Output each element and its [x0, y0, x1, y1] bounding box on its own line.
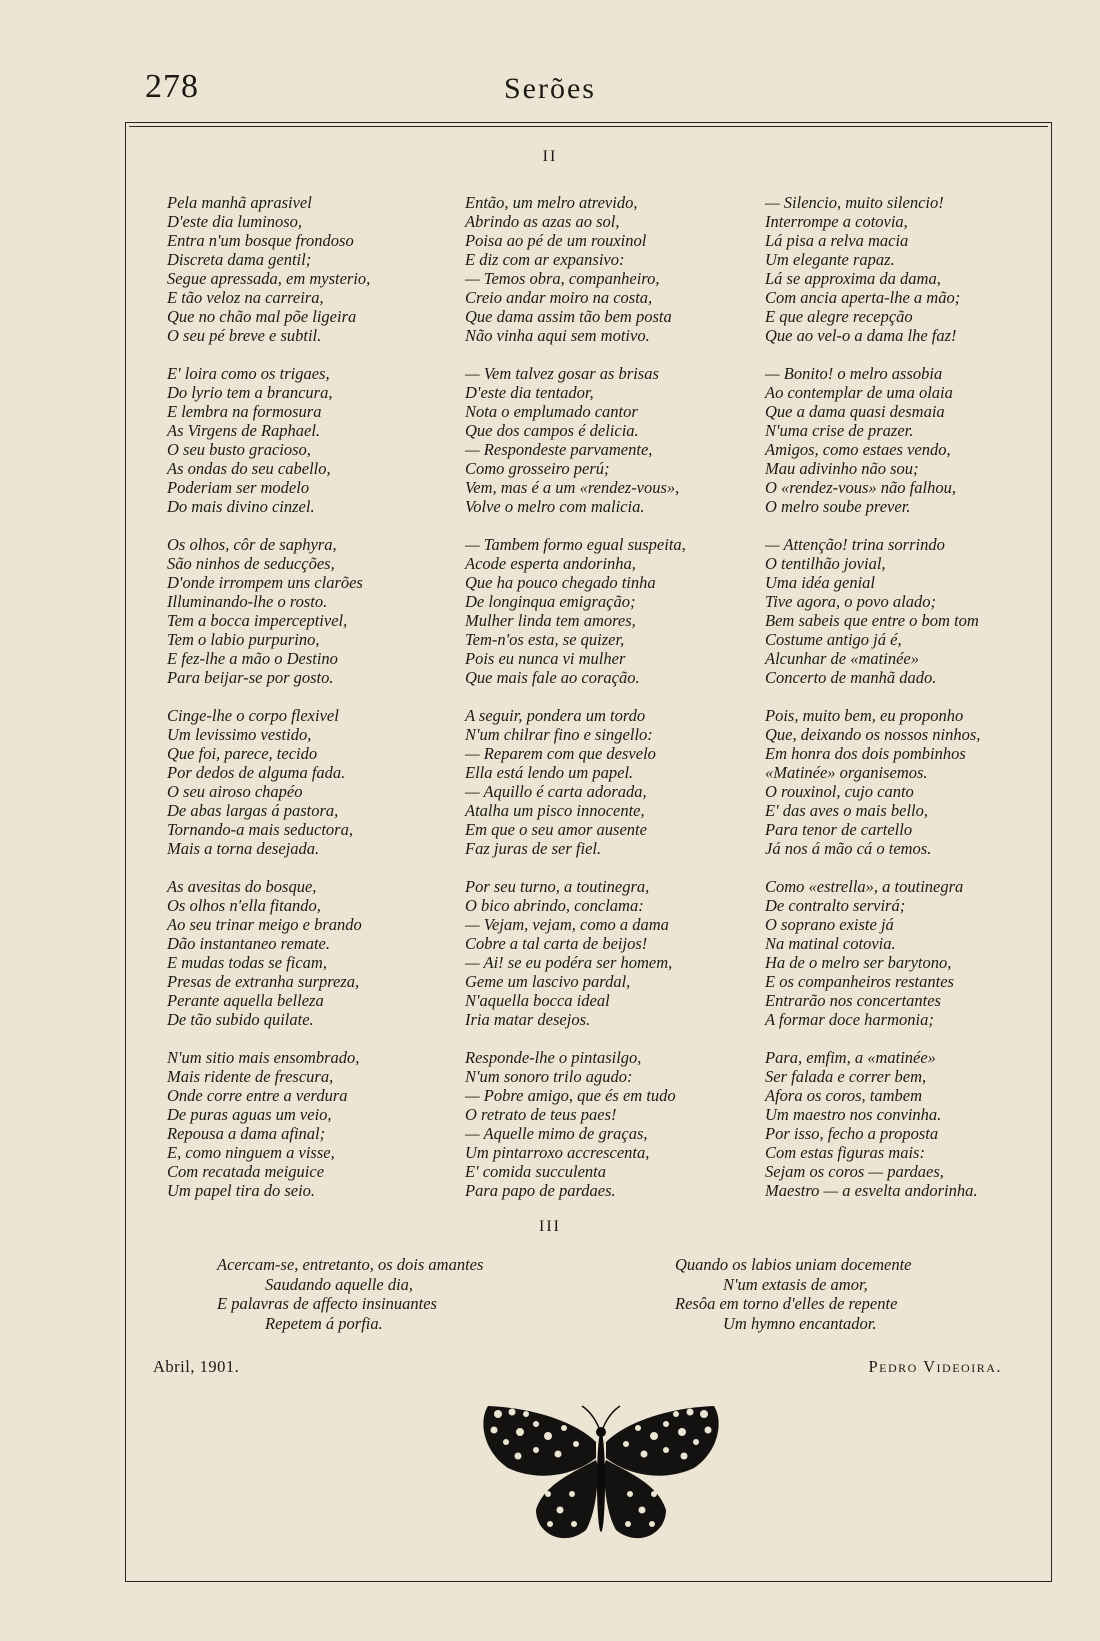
verse-line: Abrindo as azas ao sol,: [465, 212, 620, 231]
verse-line: Por dedos de alguma fada.: [167, 763, 346, 782]
verse-line: Não vinha aqui sem motivo.: [465, 326, 650, 345]
verse-line: N'aquella bocca ideal: [465, 991, 610, 1010]
verse-line: De longinqua emigração;: [465, 592, 636, 611]
verse-line: E diz com ar expansivo:: [465, 250, 625, 269]
stanza: [765, 535, 1030, 687]
verse-line: A seguir, pondera um tordo: [465, 706, 646, 725]
verse-line: Um maestro nos convinha.: [765, 1105, 942, 1124]
verse-line: E' loira como os trigaes,: [167, 364, 330, 383]
verse-line: Faz juras de ser fiel.: [465, 839, 602, 858]
verse-line: Que, deixando os nossos ninhos,: [765, 725, 981, 744]
verse-line: A formar doce harmonia;: [765, 1010, 934, 1029]
verse-line: Maestro — a esvelta andorinha.: [765, 1181, 978, 1200]
verse-line: De puras aguas um veio,: [167, 1105, 332, 1124]
verse-line: As ondas do seu cabello,: [167, 459, 331, 478]
verse-line: O tentilhão jovial,: [765, 554, 886, 573]
verse-line: — Attenção! trina sorrindo: [765, 535, 945, 554]
verse-line: «Matinée» organisemos.: [765, 763, 928, 782]
verse-line: Como grosseiro perú;: [465, 459, 610, 478]
verse-line: Tornando-a mais seductora,: [167, 820, 353, 839]
verse-line: Afora os coros, tambem: [765, 1086, 923, 1105]
verse-line: Com ancia aperta-lhe a mão;: [765, 288, 961, 307]
verse-line: — Aquelle mimo de graças,: [465, 1124, 648, 1143]
verse-line: Para papo de pardaes.: [465, 1181, 616, 1200]
verse-line: O «rendez-vous» não falhou,: [765, 478, 956, 497]
verse-line: Poisa ao pé de um rouxinol: [465, 231, 647, 250]
section-numeral-iii: III: [539, 1218, 561, 1235]
poem-column-1: [167, 193, 432, 1219]
verse-line: E' comida succulenta: [465, 1162, 606, 1181]
page-header: [0, 0, 1100, 120]
verse-line: Perante aquella belleza: [167, 991, 324, 1010]
verse-line: O soprano existe já: [765, 915, 894, 934]
verse-line: Em que o seu amor ausente: [465, 820, 647, 839]
verse-line: Por seu turno, a toutinegra,: [465, 877, 650, 896]
verse-line: Tive agora, o povo alado;: [765, 592, 936, 611]
verse-line: Discreta dama gentil;: [167, 250, 312, 269]
verse-line: Então, um melro atrevido,: [465, 193, 638, 212]
verse-line: Que dama assim tão bem posta: [465, 307, 672, 326]
verse-line: Quando os labios uniam docemente: [675, 1255, 912, 1274]
verse-line: E' das aves o mais bello,: [765, 801, 929, 820]
verse-line: De tão subido quilate.: [167, 1010, 314, 1029]
verse-line: Os olhos, côr de saphyra,: [167, 535, 337, 554]
stanza: [465, 364, 730, 516]
verse-line: Que dos campos é delicia.: [465, 421, 639, 440]
verse-line: Que ao vel-o a dama lhe faz!: [765, 326, 957, 345]
stanza: [765, 364, 1030, 516]
verse-line: Como «estrella», a toutinegra: [765, 877, 964, 896]
verse-line: Na matinal cotovia.: [765, 934, 896, 953]
verse-line: Repetem á porfia.: [265, 1313, 383, 1333]
poem-column-2: [465, 193, 730, 1219]
verse-line: Com recatada meiguice: [167, 1162, 325, 1181]
verse-line: Mulher linda tem amores,: [465, 611, 636, 630]
verse-line: Segue apressada, em mysterio,: [167, 269, 371, 288]
verse-line: Um pintarroxo accrescenta,: [465, 1143, 650, 1162]
verse-line: Tem-n'os esta, se quizer,: [465, 630, 625, 649]
verse-line: Mais ridente de frescura,: [167, 1067, 334, 1086]
verse-line: D'este dia tentador,: [465, 383, 594, 402]
verse-line: São ninhos de seducções,: [167, 554, 335, 573]
verse-line: E lembra na formosura: [167, 402, 322, 421]
verse-line: Lá se approxima da dama,: [765, 269, 941, 288]
verse-line: Por isso, fecho a proposta: [765, 1124, 939, 1143]
stanza: [167, 877, 432, 1029]
verse-line: Para beijar-se por gosto.: [167, 668, 334, 687]
verse-line: Presas de extranha surpreza,: [167, 972, 360, 991]
verse-line: N'uma crise de prazer.: [765, 421, 914, 440]
author-signature: Pedro Videoira.: [868, 1357, 1002, 1376]
verse-line: Ao seu trinar meigo e brando: [167, 915, 362, 934]
verse-line: Resôa em torno d'elles de repente: [675, 1294, 898, 1313]
verse-line: Mais a torna desejada.: [167, 839, 320, 858]
stanza: [765, 877, 1030, 1029]
verse-line: Ella está lendo um papel.: [465, 763, 634, 782]
verse-line: Pela manhã aprasivel: [167, 193, 312, 212]
verse-line: Sejam os coros — pardaes,: [765, 1162, 944, 1181]
stanza: [465, 1048, 730, 1200]
verse-line: Pois, muito bem, eu proponho: [765, 706, 964, 725]
verse-line: Que ha pouco chegado tinha: [465, 573, 656, 592]
verse-line: Que foi, parece, tecido: [167, 744, 318, 763]
verse-line: — Reparem com que desvelo: [465, 744, 656, 763]
verse-line: Do lyrio tem a brancura,: [167, 383, 333, 402]
verse-line: Um papel tira do seio.: [167, 1181, 316, 1200]
verse-line: Que a dama quasi desmaia: [765, 402, 945, 421]
verse-line: Repousa a dama afinal;: [167, 1124, 326, 1143]
verse-line: Em honra dos dois pombinhos: [765, 744, 966, 763]
verse-line: D'onde irrompem uns clarões: [167, 573, 363, 592]
verse-line: Para, emfim, a «matinée»: [765, 1048, 936, 1067]
verse-line: Ha de o melro ser barytono,: [765, 953, 952, 972]
verse-line: — Ai! se eu podéra ser homem,: [465, 953, 673, 972]
verse-line: Lá pisa a relva macia: [765, 231, 909, 250]
verse-line: — Vejam, vejam, como a dama: [465, 915, 669, 934]
running-title: Serões: [504, 72, 596, 105]
verse-line: Bem sabeis que entre o bom tom: [765, 611, 979, 630]
section-numeral-ii: II: [542, 148, 558, 165]
verse-line: N'um extasis de amor,: [723, 1274, 868, 1294]
poem-column-3: [765, 193, 1030, 1219]
verse-line: — Aquillo é carta adorada,: [465, 782, 647, 801]
verse-line: E os companheiros restantes: [765, 972, 954, 991]
verse-line: Um levissimo vestido,: [167, 725, 312, 744]
stanza: [167, 1048, 432, 1200]
verse-line: O melro soube prever.: [765, 497, 911, 516]
verse-line: O retrato de teus paes!: [465, 1105, 617, 1124]
verse-line: Mau adivinho não sou;: [765, 459, 919, 478]
verse-line: E tão veloz na carreira,: [167, 288, 324, 307]
verse-line: Ao contemplar de uma olaia: [765, 383, 953, 402]
verse-line: Creio andar moiro na costa,: [465, 288, 653, 307]
verse-line: Que mais fale ao coração.: [465, 668, 640, 687]
verse-line: As Virgens de Raphael.: [167, 421, 321, 440]
verse-line: As avesitas do bosque,: [167, 877, 317, 896]
section-three-right-stanza: [675, 1255, 1075, 1333]
verse-line: Tem o labio purpurino,: [167, 630, 320, 649]
stanza: [167, 364, 432, 516]
verse-line: Ser falada e correr bem,: [765, 1067, 927, 1086]
verse-line: Dão instantaneo remate.: [167, 934, 330, 953]
verse-line: Onde corre entre a verdura: [167, 1086, 348, 1105]
verse-line: Volve o melro com malicia.: [465, 497, 645, 516]
verse-line: — Bonito! o melro assobia: [765, 364, 943, 383]
verse-line: — Silencio, muito silencio!: [765, 193, 944, 212]
butterfly-icon: [478, 1402, 724, 1562]
verse-line: Illuminando-lhe o rosto.: [167, 592, 328, 611]
verse-line: De abas largas á pastora,: [167, 801, 339, 820]
verse-line: Que no chão mal põe ligeira: [167, 307, 357, 326]
stanza: [167, 535, 432, 687]
verse-line: O seu busto gracioso,: [167, 440, 311, 459]
verse-line: D'este dia luminoso,: [167, 212, 303, 231]
verse-line: Alcunhar de «matinée»: [765, 649, 919, 668]
verse-line: Com estas figuras mais:: [765, 1143, 925, 1162]
verse-line: — Tambem formo egual suspeita,: [465, 535, 686, 554]
verse-line: E mudas todas se ficam,: [167, 953, 327, 972]
verse-line: Amigos, como estaes vendo,: [765, 440, 951, 459]
stanza: [465, 193, 730, 345]
stanza: [465, 535, 730, 687]
stanza: [167, 706, 432, 858]
verse-line: O bico abrindo, conclama:: [465, 896, 644, 915]
verse-line: Os olhos n'ella fitando,: [167, 896, 321, 915]
stanza: [167, 193, 432, 345]
verse-line: Para tenor de cartello: [765, 820, 913, 839]
verse-line: Cinge-lhe o corpo flexivel: [167, 706, 339, 725]
verse-line: Concerto de manhã dado.: [765, 668, 937, 687]
stanza: [765, 193, 1030, 345]
section-three-left-stanza: [217, 1255, 617, 1333]
verse-line: Nota o emplumado cantor: [465, 402, 638, 421]
verse-line: — Respondeste parvamente,: [465, 440, 653, 459]
verse-line: O rouxinol, cujo canto: [765, 782, 914, 801]
stanza: [765, 706, 1030, 858]
verse-line: O seu pé breve e subtil.: [167, 326, 322, 345]
verse-line: O seu airoso chapéo: [167, 782, 303, 801]
verse-line: — Pobre amigo, que és em tudo: [465, 1086, 676, 1105]
stanza: [465, 706, 730, 858]
verse-line: Costume antigo já é,: [765, 630, 902, 649]
verse-line: Vem, mas é a um «rendez-vous»,: [465, 478, 680, 497]
date-line: Abril, 1901.: [153, 1357, 240, 1376]
verse-line: Pois eu nunca vi mulher: [465, 649, 626, 668]
verse-line: E palavras de affecto insinuantes: [217, 1294, 437, 1313]
verse-line: Acercam-se, entretanto, os dois amantes: [217, 1255, 484, 1274]
verse-line: N'um sonoro trilo agudo:: [465, 1067, 633, 1086]
verse-line: Um hymno encantador.: [723, 1313, 877, 1333]
stanza: [765, 1048, 1030, 1200]
verse-line: Um elegante rapaz.: [765, 250, 895, 269]
verse-line: Cobre a tal carta de beijos!: [465, 934, 648, 953]
page-number: 278: [145, 68, 199, 105]
verse-line: — Temos obra, companheiro,: [465, 269, 660, 288]
verse-line: Geme um lascivo pardal,: [465, 972, 631, 991]
verse-line: Responde-lhe o pintasilgo,: [465, 1048, 642, 1067]
verse-line: E, como ninguem a visse,: [167, 1143, 335, 1162]
verse-line: Entrarão nos concertantes: [765, 991, 941, 1010]
verse-line: — Vem talvez gosar as brisas: [465, 364, 659, 383]
verse-line: Do mais divino cinzel.: [167, 497, 315, 516]
verse-line: Saudando aquelle dia,: [265, 1274, 414, 1294]
verse-line: Acode esperta andorinha,: [465, 554, 636, 573]
verse-line: E fez-lhe a mão o Destino: [167, 649, 338, 668]
verse-line: De contralto servirá;: [765, 896, 906, 915]
verse-line: Tem a bocca imperceptivel,: [167, 611, 348, 630]
verse-line: Uma idéa genial: [765, 573, 875, 592]
verse-line: N'um sitio mais ensombrado,: [167, 1048, 360, 1067]
verse-line: Atalha um pisco innocente,: [465, 801, 645, 820]
stanza: [465, 877, 730, 1029]
verse-line: N'um chilrar fino e singello:: [465, 725, 653, 744]
verse-line: Poderiam ser modelo: [167, 478, 310, 497]
verse-line: Iria matar desejos.: [465, 1010, 591, 1029]
verse-line: Já nos á mão cá o temos.: [765, 839, 932, 858]
verse-line: Entra n'um bosque frondoso: [167, 231, 354, 250]
verse-line: Interrompe a cotovia,: [765, 212, 908, 231]
verse-line: E que alegre recepção: [765, 307, 913, 326]
